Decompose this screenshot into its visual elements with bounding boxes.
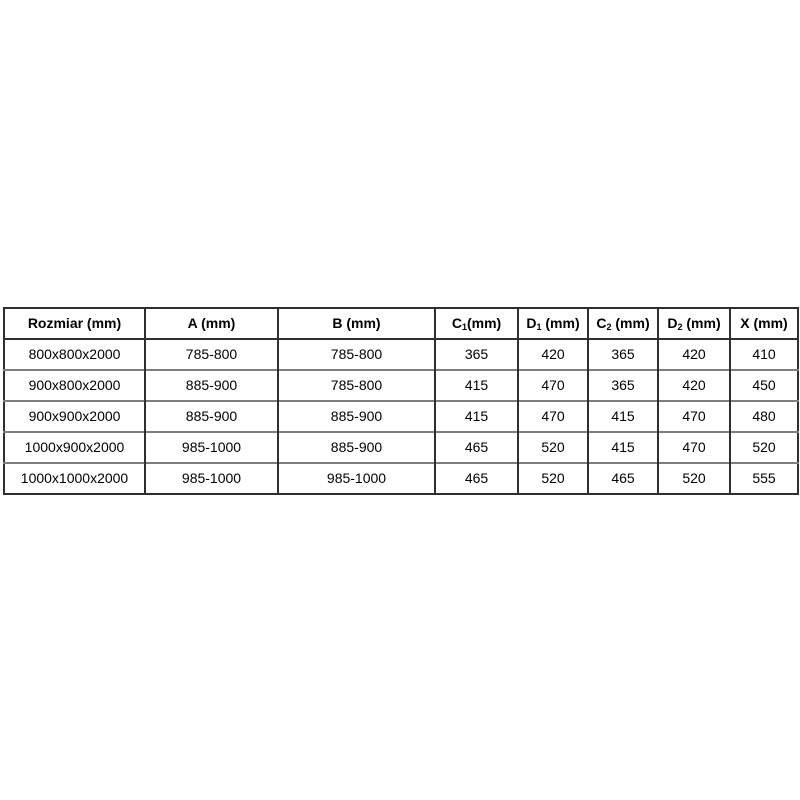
- table-body: [4, 339, 798, 494]
- dimension-cell: 365: [588, 339, 658, 370]
- dimension-cell: 985-1000: [278, 463, 435, 494]
- dimension-cell: 365: [588, 370, 658, 401]
- column-header-label: C: [451, 314, 462, 331]
- size-cell: 900x900x2000: [4, 401, 145, 432]
- table-header-row: [4, 308, 798, 339]
- dimension-cell: 420: [658, 339, 730, 370]
- dimensions-table: [3, 307, 799, 495]
- column-header: [278, 308, 435, 339]
- table-row: [4, 432, 798, 463]
- size-cell: 1000x1000x2000: [4, 463, 145, 494]
- size-cell: 800x800x2000: [28, 345, 121, 362]
- column-header-subscript: 1: [461, 321, 467, 332]
- dimension-cell: 885-900: [145, 401, 278, 432]
- column-header-label: B (mm): [332, 314, 381, 331]
- column-header-subscript: 2: [677, 321, 683, 332]
- dimension-cell: 480: [730, 401, 798, 432]
- dimension-cell: 470: [658, 401, 730, 432]
- column-header-label: D: [526, 314, 537, 331]
- dimension-cell: 985-1000: [145, 432, 278, 463]
- table-row: [4, 463, 798, 494]
- size-cell: 1000x900x2000: [4, 432, 145, 463]
- column-header: [435, 308, 518, 339]
- dimension-cell: 465: [435, 463, 518, 494]
- dimension-cell: 985-1000: [145, 463, 278, 494]
- column-header-label: C: [596, 314, 607, 331]
- dimension-cell: 885-900: [278, 432, 435, 463]
- column-header: [145, 308, 278, 339]
- size-cell: 900x800x2000: [4, 370, 145, 401]
- column-header-unit: (mm): [682, 314, 721, 331]
- column-header-label: A (mm): [187, 314, 236, 331]
- column-header: [658, 308, 730, 339]
- column-header: [588, 308, 658, 339]
- column-header-label: X (mm): [740, 314, 788, 331]
- column-header-unit: (mm): [541, 314, 580, 331]
- dimension-cell: 465: [588, 463, 658, 494]
- table-row: [4, 370, 798, 401]
- dimension-cell: 415: [435, 401, 518, 432]
- dimension-cell: 420: [518, 339, 588, 370]
- dimension-cell: 450: [730, 370, 798, 401]
- table-row: [4, 339, 798, 370]
- column-header-unit: (mm): [611, 314, 650, 331]
- dimension-cell: 415: [588, 401, 658, 432]
- column-header-unit: (mm): [466, 314, 502, 331]
- dimension-cell: 470: [518, 370, 588, 401]
- dimension-cell: 415: [588, 432, 658, 463]
- column-header-subscript: 2: [606, 321, 612, 332]
- dimension-cell: 520: [730, 432, 798, 463]
- dimension-cell: 785-800: [278, 370, 435, 401]
- dimension-cell: 785-800: [278, 339, 435, 370]
- dimension-cell: 470: [518, 401, 588, 432]
- table-header: [4, 308, 798, 339]
- column-header-subscript: 1: [536, 321, 542, 332]
- dimension-cell: 415: [435, 370, 518, 401]
- dimension-cell: 410: [730, 339, 798, 370]
- dimension-cell: 470: [658, 432, 730, 463]
- dimension-cell: 520: [518, 432, 588, 463]
- dimension-cell: 420: [658, 370, 730, 401]
- column-header: [4, 308, 145, 339]
- dimension-cell: 365: [435, 339, 518, 370]
- column-header: [730, 308, 798, 339]
- table-row: [4, 401, 798, 432]
- dimension-cell: 885-900: [145, 370, 278, 401]
- column-header-label: D: [667, 314, 678, 331]
- dimension-cell: 520: [658, 463, 730, 494]
- dimension-cell: 520: [518, 463, 588, 494]
- column-header: [518, 308, 588, 339]
- column-header-label: Rozmiar (mm): [27, 314, 122, 331]
- dimension-cell: 885-900: [278, 401, 435, 432]
- dimension-cell: 555: [730, 463, 798, 494]
- dimension-cell: 785-800: [145, 339, 278, 370]
- dimension-cell: 465: [435, 432, 518, 463]
